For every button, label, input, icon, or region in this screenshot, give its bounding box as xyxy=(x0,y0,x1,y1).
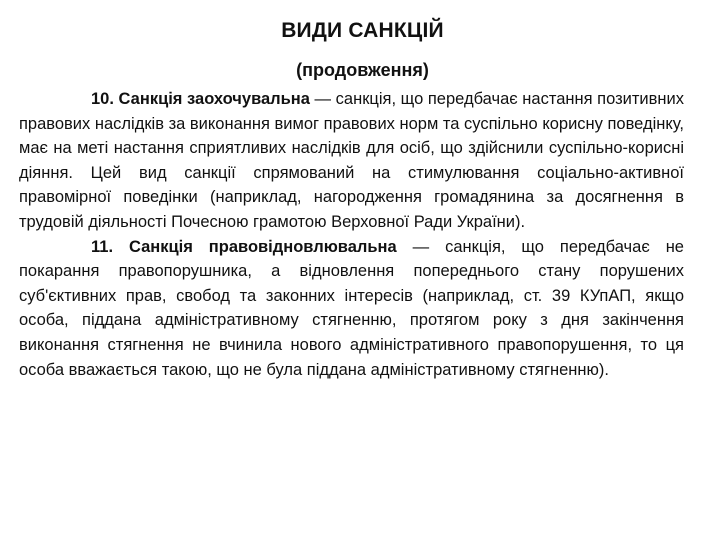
slide-subtitle: (продовження) xyxy=(296,60,429,80)
paragraph-incentive-sanction xyxy=(19,87,684,235)
slide-body xyxy=(19,87,684,382)
definition-restorative-sanction: — санкція, що передбачає не покарання правопорушника, а відновлення попереднього стану порушених суб'єктивних прав, свобод та законних інтересів (наприклад, ст. 39 КУпАП, якщо особа, піддана адміністративному стягненню, протягом року з дня закінчення виконання стягнення не вчинила нового адміністративного правопорушення, то ця особа вважається такою, що не була піддана адміністративному стягненню). xyxy=(19,237,684,379)
slide-title: ВИДИ САНКЦІЙ xyxy=(281,19,444,42)
paragraph-restorative-sanction xyxy=(19,235,684,383)
term-restorative-sanction: 11. Санкція правовідновлювальна xyxy=(91,237,397,256)
definition-incentive-sanction: — санкція, що передбачає настання позитивних правових наслідків за виконання вимог правових норм та суспільно корисну поведінку, має на меті настання сприятливих наслідків для осіб, що здійснили суспільно-корисні діяння. Цей вид санкції спрямований на стимулювання соціально-активної правомірної поведінки (наприклад, нагородження громадянина за досягнення в трудовій діяльності Почесною грамотою Верховної Ради України). xyxy=(19,90,684,231)
term-incentive-sanction: 10. Санкція заохочувальна xyxy=(91,90,310,108)
